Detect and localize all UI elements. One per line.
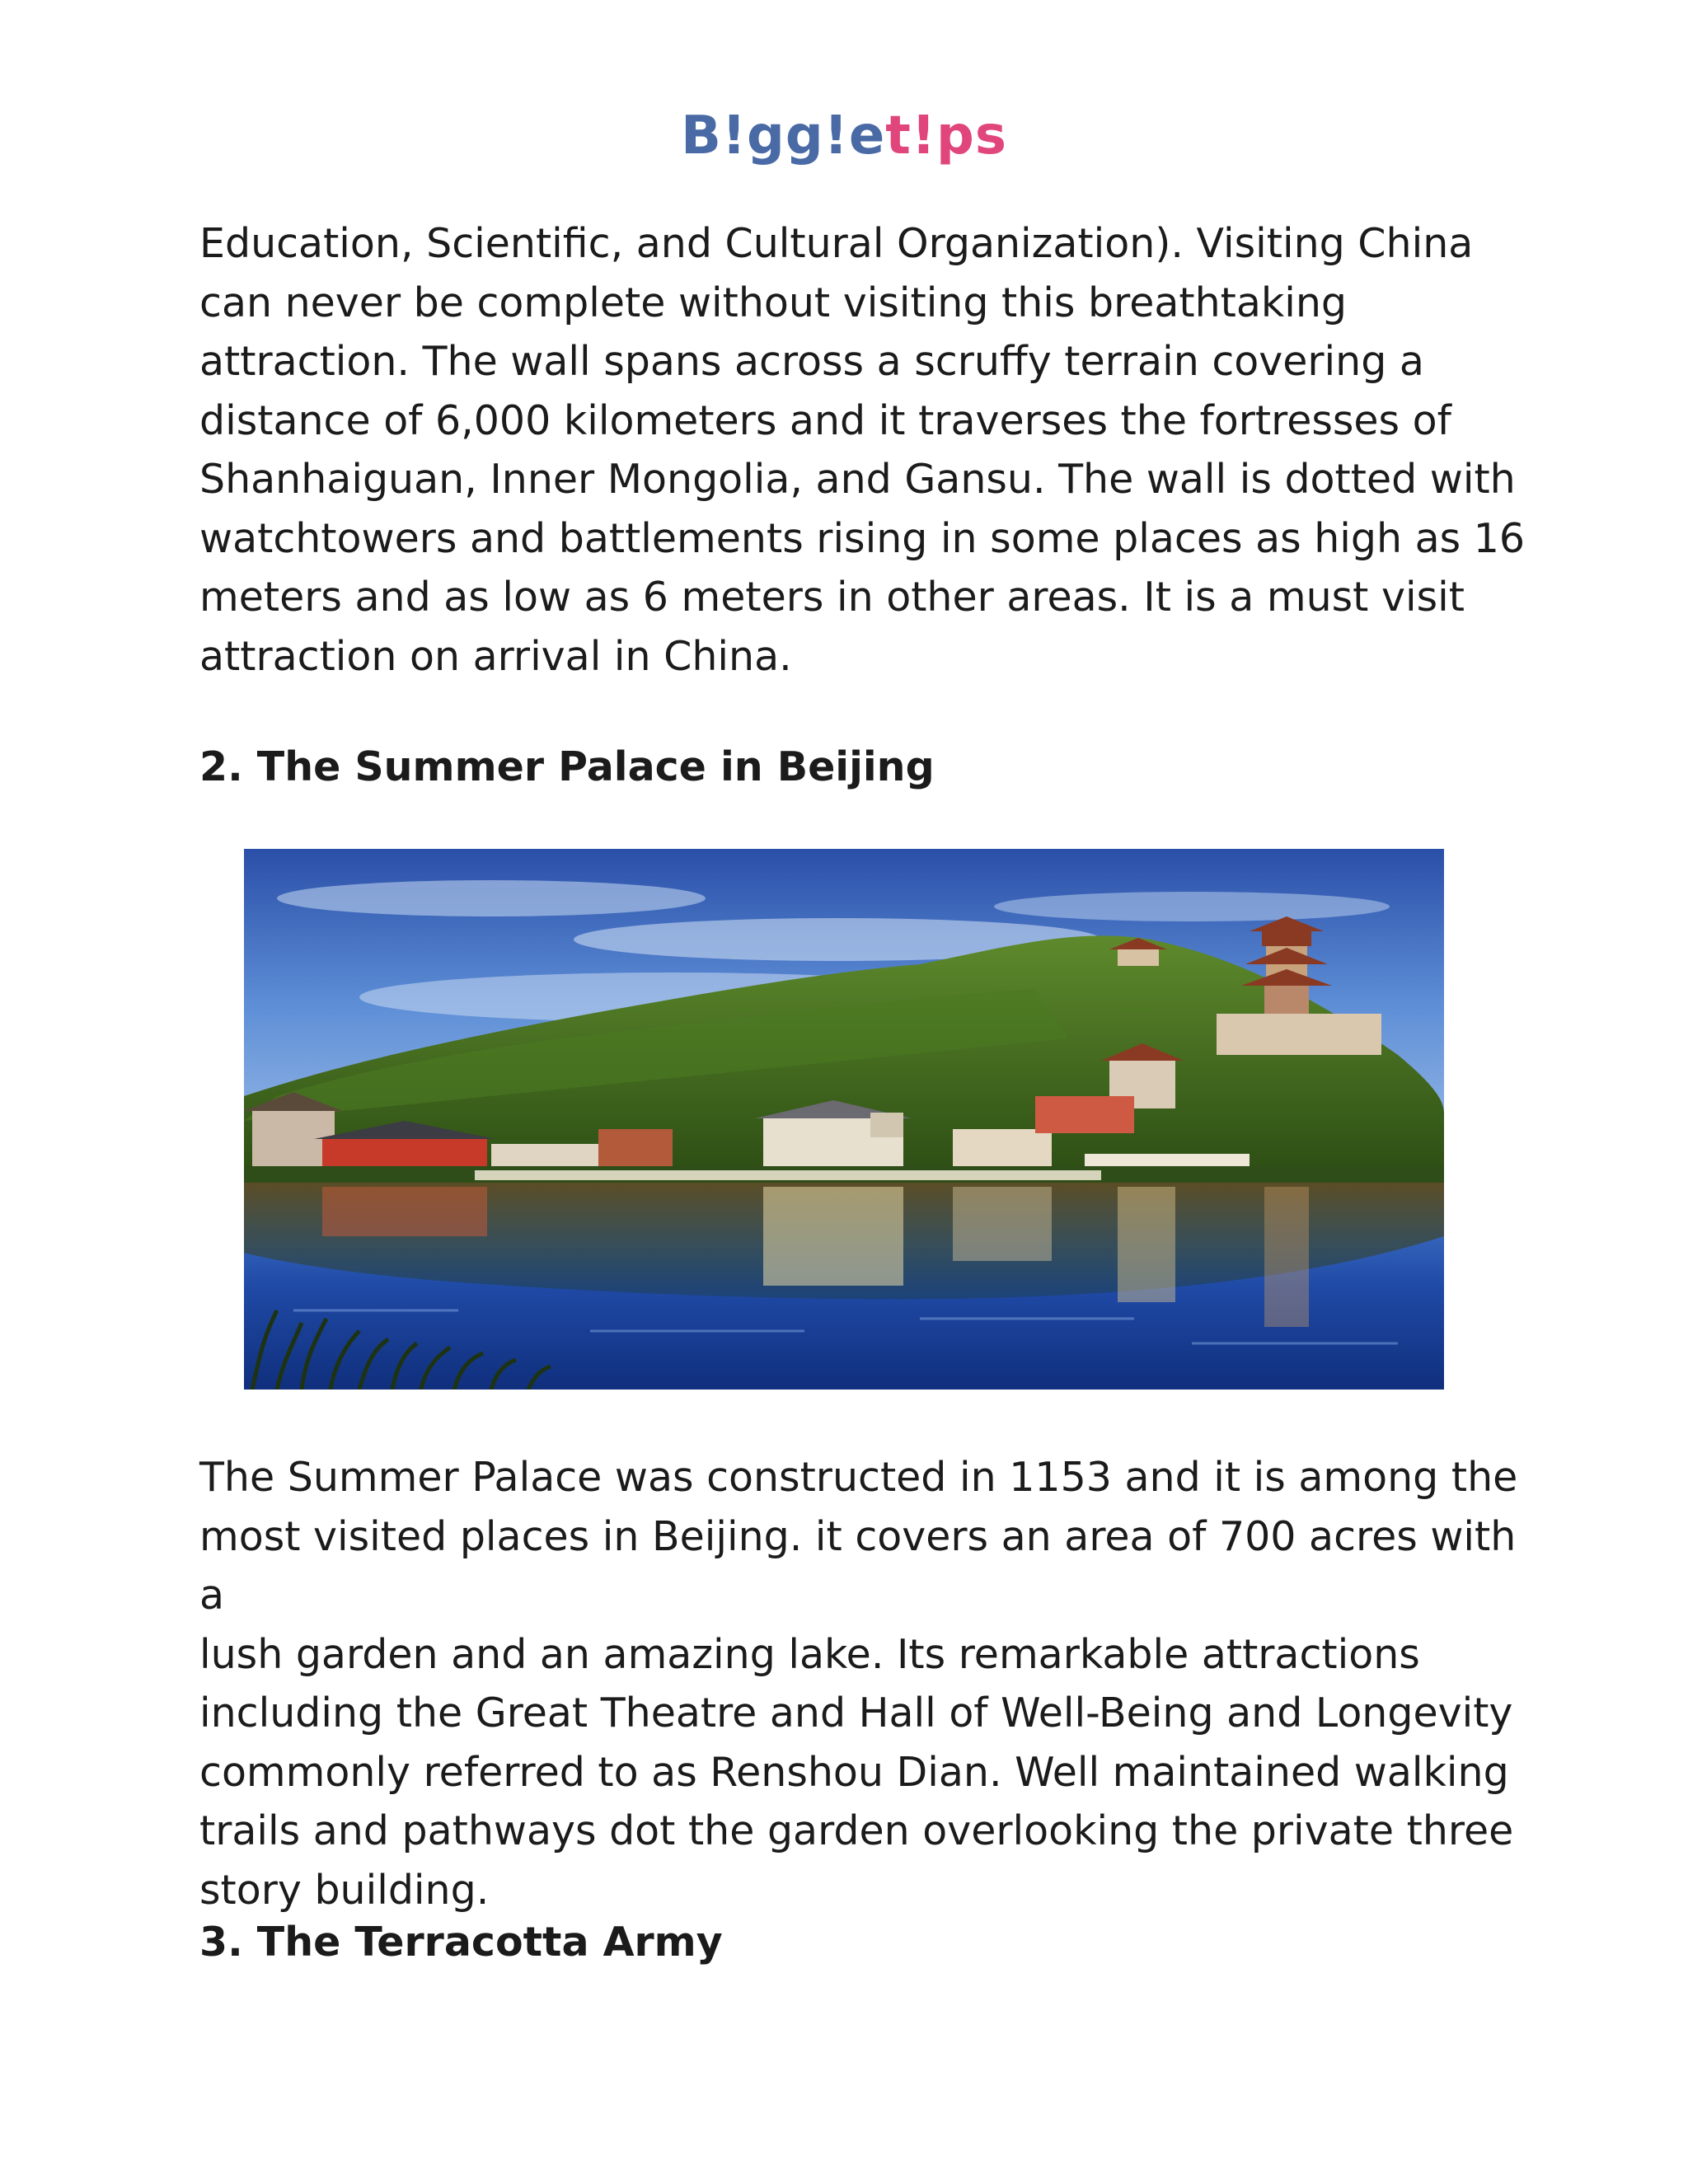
great-wall-paragraph: Education, Scientific, and Cultural Organization). Visiting China can never be complete without visiting this breathtaking attraction. The wall spans across a scruffy terrain covering a distance of 6,000 kilometers and it traverses the fortresses of Shanhaiguan, Inner Mongolia, and Gansu. The wall is dotted with watchtowers and battlements rising in some places as high as 16 meters and as low as 6 meters in other areas. It is a must visit attraction on arrival in China. [199, 220, 1526, 680]
biggietips-logo [0, 99, 1688, 173]
section-heading-terracotta-army: 3. The Terracotta Army [199, 1919, 723, 1966]
summer-palace-photo [244, 849, 1444, 1390]
logo-text-pink: t!ps [885, 105, 1007, 166]
summer-palace-paragraph: The Summer Palace was constructed in 1153 and it is among the most visited places in Beijing. it covers an area of 700 acres with a lush garden and an amazing lake. Its remarkable attractions including the Great Theatre and Hall of Well-Being and Longevity commonly referred to as Renshou Dian. Well maintained walking trails and pathways dot the garden overlooking the private three story building. [199, 1454, 1518, 1914]
section-heading-summer-palace: 2. The Summer Palace in Beijing [199, 743, 935, 790]
logo-text-blue: B!gg!e [681, 105, 886, 166]
